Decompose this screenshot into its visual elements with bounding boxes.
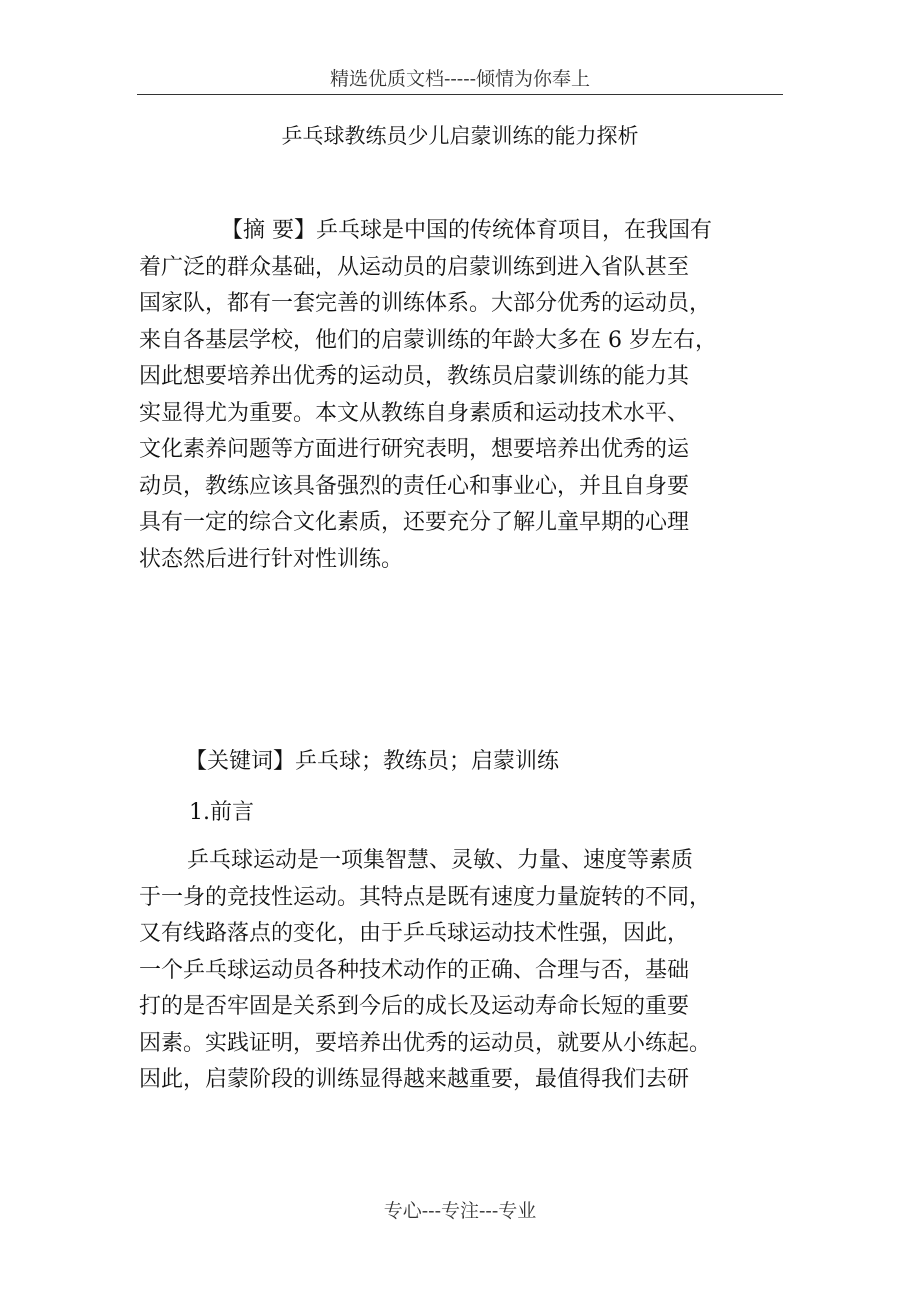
body-line: 打的是否牢固是关系到今后的成长及运动寿命长短的重要 — [139, 994, 690, 1019]
section-heading — [139, 795, 779, 831]
abstract-line: 状态然后进行针对性训练。 — [139, 546, 404, 572]
keywords-line — [139, 744, 779, 780]
abstract-line: 因此想要培养出优秀的运动员，教练员启蒙训练的能力其 — [139, 364, 690, 389]
abstract-paragraph — [139, 213, 779, 578]
page-footer: 专心---专注---专业 — [383, 1200, 537, 1222]
body-paragraph — [139, 843, 779, 1099]
header-divider — [137, 94, 783, 95]
keywords-text: 【关键词】乒乓球；教练员；启蒙训练 — [185, 749, 560, 774]
abstract-line: 国家队，都有一套完善的训练体系。大部分优秀的运动员， — [139, 291, 712, 316]
body-line: 又有线路落点的变化，由于乒乓球运动技术性强，因此， — [139, 921, 690, 946]
abstract-line: 来自各基层学校，他们的启蒙训练的年龄大多在 6 岁左右， — [139, 327, 717, 353]
section-heading-text: 1.前言 — [189, 800, 254, 825]
body-line: 于一身的竞技性运动。其特点是既有速度力量旋转的不同， — [139, 884, 712, 910]
body-line: 因素。实践证明，要培养出优秀的运动员，就要从小练起。 — [139, 1030, 712, 1056]
page-header: 精选优质文档-----倾情为你奉上 — [329, 68, 591, 90]
body-line: 乒乓球运动是一项集智慧、灵敏、力量、速度等素质 — [187, 848, 694, 873]
body-line: 一个乒乓球运动员各种技术动作的正确、合理与否，基础 — [139, 957, 690, 983]
document-title: 乒乓球教练员少儿启蒙训练的能力探析 — [281, 124, 639, 148]
abstract-line: 着广泛的群众基础，从运动员的启蒙训练到进入省队甚至 — [139, 254, 690, 280]
abstract-line: 文化素养问题等方面进行研究表明，想要培养出优秀的运 — [139, 437, 690, 462]
body-line: 因此，启蒙阶段的训练显得越来越重要，最值得我们去研 — [139, 1067, 690, 1092]
abstract-line: 实显得尤为重要。本文从教练自身素质和运动技术水平、 — [139, 400, 690, 426]
abstract-line: 具有一定的综合文化素质，还要充分了解儿童早期的心理 — [139, 510, 690, 535]
abstract-line: 动员，教练应该具备强烈的责任心和事业心，并且自身要 — [139, 473, 690, 499]
abstract-line: 【摘 要】乒乓球是中国的传统体育项目，在我国有 — [221, 218, 712, 243]
